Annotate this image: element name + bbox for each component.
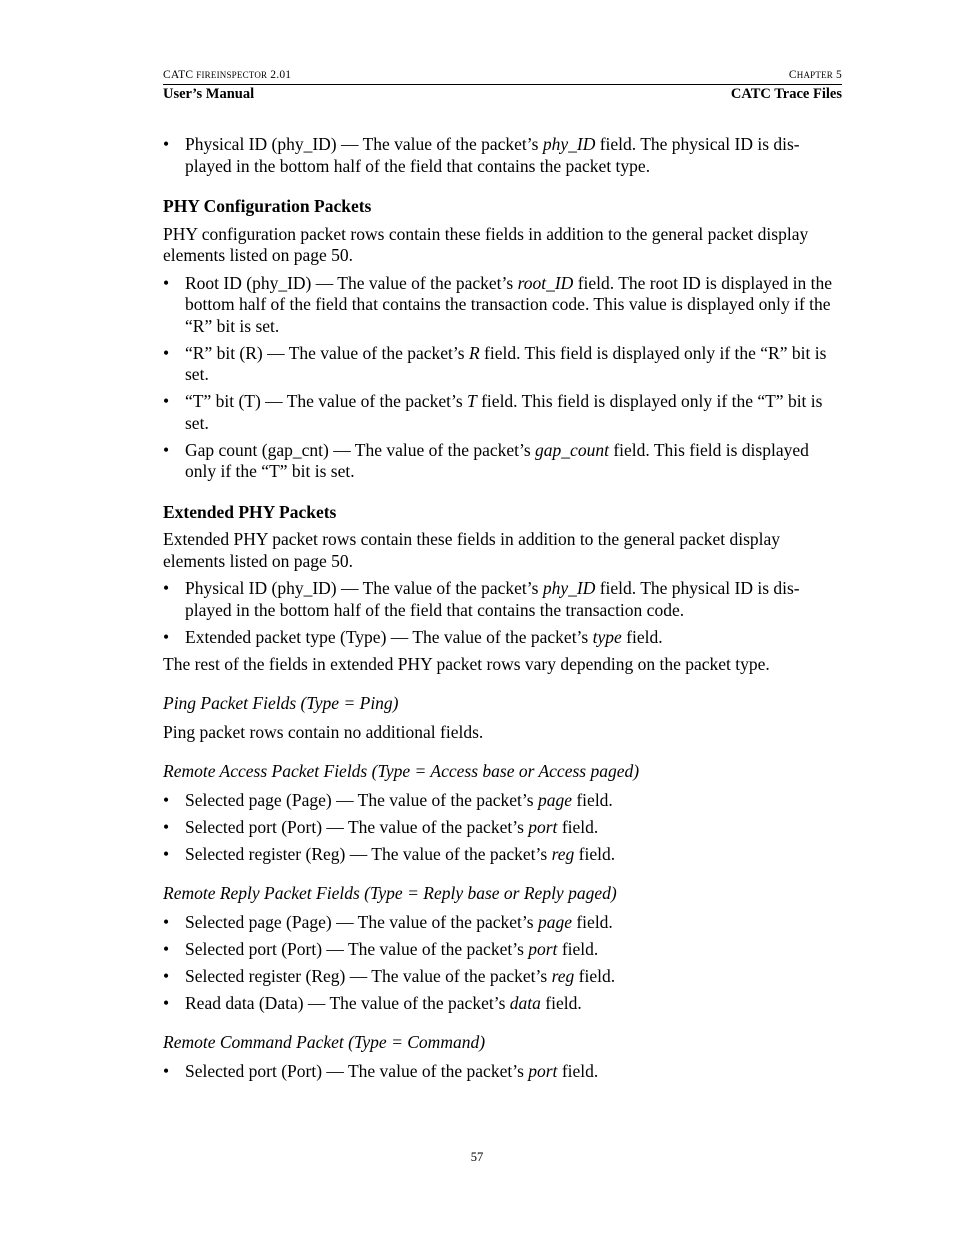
list-item: • Selected port (Port) — The value of the packet’s port field. xyxy=(163,1060,599,1081)
page-body xyxy=(163,134,842,1088)
paragraph: The rest of the fields in extended PHY packet rows vary depending on the packet type. xyxy=(163,653,770,674)
bullet-list xyxy=(163,578,842,648)
paragraph: Ping packet rows contain no additional fields. xyxy=(163,721,484,742)
list-item: • Physical ID (phy_ID) — The value of the packet’s phy_ID field. The physical ID is dis-played in the bottom half of the field that contains the packet type. xyxy=(163,134,800,176)
list-item: • “R” bit (R) — The value of the packet’s R field. This field is displayed only if the “R” bit is set. xyxy=(163,342,827,384)
chapter-label: CHAPTER 5 xyxy=(788,69,842,81)
product-name: CATC FIREINSPECTOR 2.01 xyxy=(163,69,292,81)
list-item: • Selected register (Reg) — The value of the packet’s reg field. xyxy=(163,843,616,864)
list-item: • Gap count (gap_cnt) — The value of the packet’s gap_count field. This field is displayed only if the “T” bit is set. xyxy=(163,439,809,481)
page-number: 57 xyxy=(470,1150,484,1164)
header-top-row xyxy=(163,68,842,82)
list-item: • Selected page (Page) — The value of the packet’s page field. xyxy=(163,911,613,932)
header-bottom-row xyxy=(163,85,842,103)
list-item: • Physical ID (phy_ID) — The value of the packet’s phy_ID field. The physical ID is dis-played in the bottom half of the field that contains the transaction code. xyxy=(163,578,800,620)
paragraph: PHY configuration packet rows contain these fields in addition to the general packet display elements listed on page 50. xyxy=(163,223,809,265)
subsection-heading-remote-command: Remote Command Packet (Type = Command) xyxy=(163,1032,486,1052)
bullet-list xyxy=(163,273,842,483)
bullet-list xyxy=(163,790,842,866)
section-heading-extended-phy: Extended PHY Packets xyxy=(163,501,337,522)
manual-title: User’s Manual xyxy=(163,86,255,102)
bullet-list xyxy=(163,912,842,1015)
list-item: • Extended packet type (Type) — The value of the packet’s type field. xyxy=(163,626,663,647)
list-item: • Root ID (phy_ID) — The value of the packet’s root_ID field. The root ID is displayed in the bottom half of the field that contains the transaction code. This value is displayed only if the “R” bit is set. xyxy=(163,272,833,336)
list-item: • Selected port (Port) — The value of the packet’s port field. xyxy=(163,938,599,959)
list-item: • Selected port (Port) — The value of the packet’s port field. xyxy=(163,816,599,837)
running-header xyxy=(163,68,842,103)
section-heading-phy-configuration: PHY Configuration Packets xyxy=(163,196,372,216)
list-item: • Read data (Data) — The value of the packet’s data field. xyxy=(163,992,582,1013)
bullet-list xyxy=(163,1061,842,1083)
paragraph: Extended PHY packet rows contain these fields in addition to the general packet display elements listed on page 50. xyxy=(163,529,781,571)
subsection-heading-remote-reply: Remote Reply Packet Fields (Type = Reply base or Reply paged) xyxy=(163,883,617,903)
list-item: • Selected page (Page) — The value of the packet’s page field. xyxy=(163,789,613,810)
list-item: • Selected register (Reg) — The value of the packet’s reg field. xyxy=(163,965,616,986)
subsection-heading-ping: Ping Packet Fields (Type = Ping) xyxy=(163,693,399,713)
list-item: • “T” bit (T) — The value of the packet’s T field. This field is displayed only if the “T” bit is set. xyxy=(163,391,823,433)
subsection-heading-remote-access: Remote Access Packet Fields (Type = Access base or Access paged) xyxy=(163,761,640,781)
chapter-title: CATC Trace Files xyxy=(730,86,842,102)
